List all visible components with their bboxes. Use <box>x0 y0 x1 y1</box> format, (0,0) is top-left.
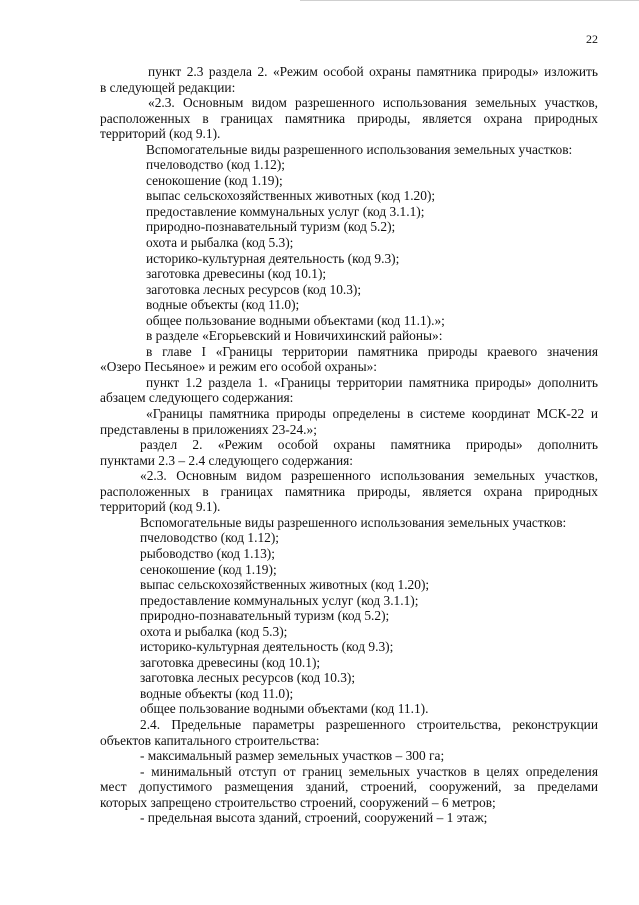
text-line: представлены в приложениях 23-24.»; <box>100 421 317 437</box>
text-line: «Озеро Песьяное» и режим его особой охраны»: <box>100 359 378 375</box>
text-line: водные объекты (код 11.0); <box>140 685 294 701</box>
text-line: - предельная высота зданий, строений, сооружений – 1 этаж; <box>140 810 488 826</box>
text-line: водные объекты (код 11.0); <box>146 297 300 313</box>
text-line: «Границы памятника природы определены в системе координат МСК-22 и <box>146 406 598 422</box>
text-line: историко-культурная деятельность (код 9.3); <box>146 250 400 266</box>
text-line: которых запрещено строительство строений, сооружений – 6 метров; <box>100 794 496 810</box>
text-line: заготовка древесины (код 10.1); <box>146 266 327 282</box>
text-line: предоставление коммунальных услуг (код 3.1.1); <box>140 592 419 608</box>
text-line: «2.3. Основным видом разрешенного использования земельных участков, <box>140 468 598 484</box>
text-line: природно-познавательный туризм (код 5.2); <box>146 219 396 235</box>
text-line: пункт 1.2 раздела 1. «Границы территории памятника природы» дополнить <box>146 374 598 390</box>
text-line: - максимальный размер земельных участков – 300 га; <box>140 748 445 764</box>
text-line: заготовка древесины (код 10.1); <box>140 654 321 670</box>
text-line: «2.3. Основным видом разрешенного использования земельных участков, <box>148 95 598 111</box>
text-line: в разделе «Егорьевский и Новичихинский районы»: <box>146 328 443 344</box>
text-line: объектов капитального строительства: <box>100 732 320 748</box>
document-body <box>100 64 598 826</box>
text-line: общее пользование водными объектами (код 11.1). <box>140 701 429 717</box>
text-line: пунктами 2.3 – 2.4 следующего содержания: <box>100 452 353 468</box>
text-line: территорий (код 9.1). <box>100 126 221 142</box>
text-line: абзацем следующего содержания: <box>100 390 294 406</box>
text-line: раздел 2. «Режим особой охраны памятника природы» дополнить <box>140 437 598 453</box>
text-line: - минимальный отступ от границ земельных участков в целях определения <box>140 763 598 779</box>
text-line: выпас сельскохозяйственных животных (код 1.20); <box>146 188 436 204</box>
text-line: сенокошение (код 1.19); <box>140 561 277 577</box>
text-line: 2.4. Предельные параметры разрешенного строительства, реконструкции <box>140 716 598 732</box>
text-line: сенокошение (код 1.19); <box>146 172 283 188</box>
text-line: Вспомогательные виды разрешенного использования земельных участков: <box>140 514 567 530</box>
text-line: в главе I «Границы территории памятника природы краевого значения <box>146 343 598 359</box>
text-line: общее пользование водными объектами (код 11.1).»; <box>146 312 445 328</box>
text-line: расположенных в границах памятника природы, является охрана природных <box>100 110 598 126</box>
scan-edge-line <box>300 0 639 1</box>
text-line: предоставление коммунальных услуг (код 3.1.1); <box>146 203 425 219</box>
text-line: пчеловодство (код 1.12); <box>146 157 286 173</box>
text-line: пункт 2.3 раздела 2. «Режим особой охраны памятника природы» изложить <box>148 64 598 79</box>
text-line: заготовка лесных ресурсов (код 10.3); <box>140 670 356 686</box>
text-line: заготовка лесных ресурсов (код 10.3); <box>146 281 362 297</box>
text-line: расположенных в границах памятника природы, является охрана природных <box>100 483 598 499</box>
text-line: выпас сельскохозяйственных животных (код 1.20); <box>140 577 430 593</box>
text-line: мест допустимого размещения зданий, строений, сооружений, за пределами <box>100 779 598 795</box>
text-line: в следующей редакции: <box>100 79 236 95</box>
text-line: охота и рыбалка (код 5.3); <box>140 623 288 639</box>
text-line: охота и рыбалка (код 5.3); <box>146 235 294 251</box>
text-line: историко-культурная деятельность (код 9.3); <box>140 639 394 655</box>
page-number: 22 <box>586 32 598 46</box>
text-line: территорий (код 9.1). <box>100 499 221 515</box>
text-line: природно-познавательный туризм (код 5.2); <box>140 608 390 624</box>
text-line: Вспомогательные виды разрешенного использования земельных участков: <box>146 141 573 157</box>
text-line: пчеловодство (код 1.12); <box>140 530 280 546</box>
text-line: рыбоводство (код 1.13); <box>140 545 275 561</box>
